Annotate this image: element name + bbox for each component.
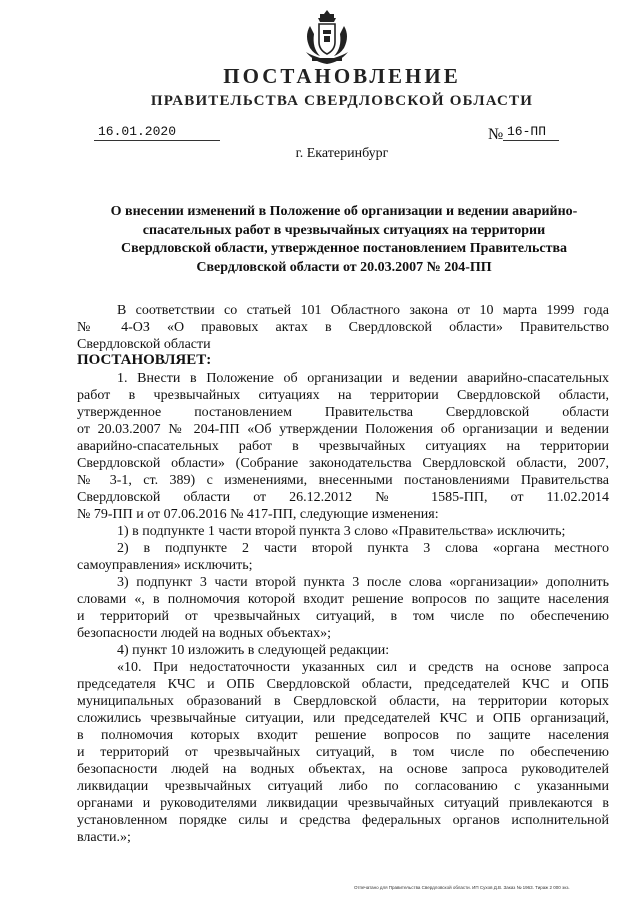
body-line: сложились чрезвычайные ситуации, или председателей КЧС и ОПБ организаций, [77, 711, 609, 726]
heading-line: Свердловской области от 20.03.2007 № 204-ПП [196, 259, 492, 275]
body-line: самоуправления» исключить; [77, 558, 253, 573]
body-line: «10. При недостаточности указанных сил и средств на основе запроса [117, 660, 609, 675]
body-line: № 3-1, ст. 389) с изменениями, внесенными постановлениями Правительства [77, 473, 609, 488]
print-footer: Отпечатано для Правительства Свердловской области. ИП Сухов Д.В. Заказ № 1963. Тираж 2 000 экз. [354, 885, 570, 890]
body-line: словами «, в полномочия которой входит решение вопросов по защите населения [77, 592, 609, 607]
document-date: 16.01.2020 [94, 124, 220, 141]
body-line: муниципальных образований в Свердловской области, на территории которых [77, 694, 609, 709]
body-line: установленном порядке силы и средства федеральных органов исполнительной [77, 813, 609, 828]
body-line: власти.»; [77, 830, 131, 845]
body-line: безопасности людей на водных объектах»; [77, 626, 331, 641]
document-heading [80, 203, 608, 277]
body-line: Свердловской области от 26.12.2012 № 1585-ПП, от 11.02.2014 [77, 490, 609, 505]
body-line: аварийно-спасательных работ в чрезвычайных ситуациях на территории [77, 439, 609, 454]
body-line: работ в чрезвычайных ситуациях на территории Свердловской области, [77, 388, 609, 403]
body-line: органами и руководителями ликвидации чрезвычайных ситуаций привлекаются в [77, 796, 609, 811]
body-line: В соответствии со статьей 101 Областного закона от 10 марта 1999 года [117, 303, 609, 318]
city-line: г. Екатеринбург [295, 146, 389, 161]
body-line: 1. Внести в Положение об организации и ведении аварийно-спасательных [117, 371, 609, 386]
body-line: 4) пункт 10 изложить в следующей редакции: [117, 643, 390, 658]
body-line: 2) в подпункте 2 части второй пункта 3 слова «органа местного [117, 541, 609, 556]
body-line: Свердловской области» (Собрание законодательства Свердловской области, 2007, [77, 456, 609, 471]
body-line: от 20.03.2007 № 204-ПП «Об утверждении Положения об организации и ведении [77, 422, 609, 437]
document-number: 16-ПП [503, 124, 559, 141]
body-line: и территорий от чрезвычайных ситуаций, в том числе по обеспечению [77, 745, 609, 760]
body-line: ликвидации чрезвычайных ситуаций либо по согласованию с указанными [77, 779, 609, 794]
heading-line: Свердловской области, утвержденное постановлением Правительства [120, 241, 568, 257]
heading-line: О внесении изменений в Положение об организации и ведении аварийно- [110, 204, 578, 219]
document-title: ПОСТАНОВЛЕНИЕ [223, 64, 461, 88]
body-line: 1) в подпункте 1 части второй пункта 3 слово «Правительства» исключить; [117, 524, 566, 539]
heading-line: спасательных работ в чрезвычайных ситуациях на территории [142, 222, 546, 238]
body-line: Свердловской области [77, 337, 211, 352]
coat-of-arms-icon [302, 8, 352, 68]
body-line: 3) подпункт 3 части второй пункта 3 после слова «организации» дополнить [117, 575, 609, 590]
body-line: в полномочия которых входит решение вопросов по защите населения [77, 728, 609, 743]
body-line: № 4-ОЗ «О правовых актах в Свердловской области» Правительство [77, 320, 609, 335]
body-line: утвержденное постановлением Правительства Свердловской области [77, 405, 609, 420]
number-label: № [488, 126, 504, 143]
body-line: председателя КЧС и ОПБ Свердловской области, председателей КЧС и ОПБ [77, 677, 609, 692]
body-line: безопасности людей на водных объектах, на основе запроса руководителей [77, 762, 609, 777]
resolves-label: ПОСТАНОВЛЯЕТ: [77, 352, 212, 368]
body-line: и территорий от чрезвычайных ситуаций, в том числе по обеспечению [77, 609, 609, 624]
body-line: № 79-ПП и от 07.06.2016 № 417-ПП, следующие изменения: [77, 507, 439, 522]
issuer-title: ПРАВИТЕЛЬСТВА СВЕРДЛОВСКОЙ ОБЛАСТИ [150, 93, 534, 109]
